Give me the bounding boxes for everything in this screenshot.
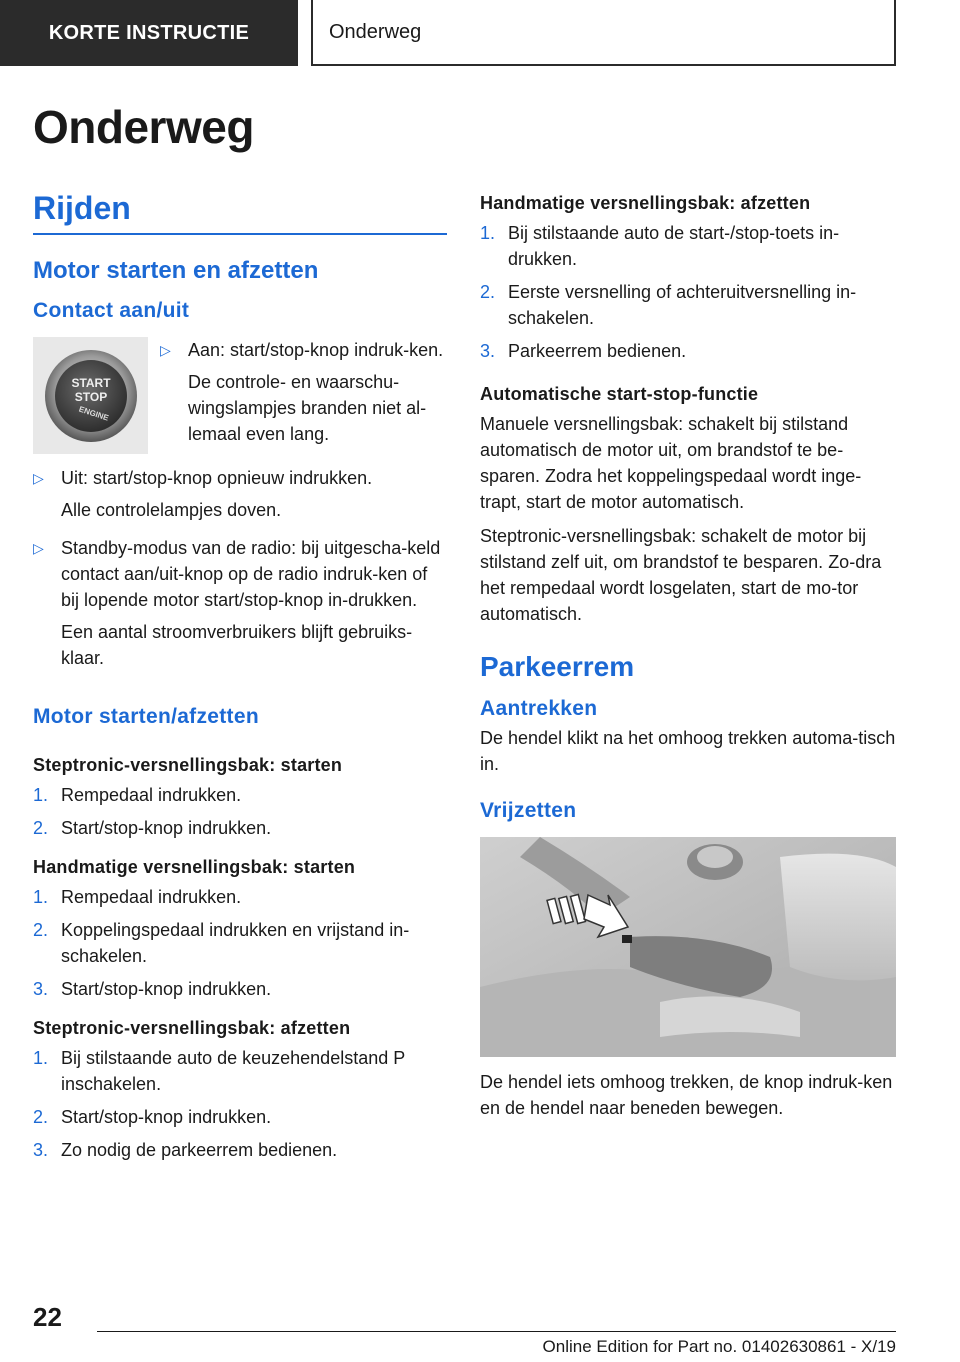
heading-contact: Contact aan/uit — [33, 299, 190, 322]
page-header — [0, 0, 960, 66]
page-number: 22 — [33, 1302, 62, 1332]
start-stop-button-image — [33, 337, 148, 454]
bullet-uit-note: Alle controlelampjes doven. — [61, 500, 282, 520]
bullet-uit-text: Uit: start/stop-knop opnieuw indrukken. — [61, 468, 373, 488]
heading-motor-starten: Motor starten/afzetten — [33, 705, 259, 728]
section-heading-rijden: Rijden — [33, 190, 447, 235]
edition-text: Online Edition for Part no. 01402630861 - X/19 — [542, 1337, 896, 1356]
footer-divider — [97, 1331, 896, 1332]
bullet-aan — [160, 337, 447, 453]
list-item: 2. Start/stop-knop indrukken. — [33, 1107, 272, 1127]
bullet-standby — [33, 535, 447, 677]
triangle-bullet-icon: ▷ — [33, 470, 44, 486]
heading-vrijzetten: Vrijzetten — [480, 799, 577, 822]
list-item: 1. Bij stilstaande auto de start-/stop-toets in-drukken. — [480, 223, 840, 269]
heading-auto-start-stop: Automatische start-stop-functie — [480, 384, 759, 404]
stop-label: STOP — [74, 389, 107, 404]
heading-steptronic-start: Steptronic-versnellingsbak: starten — [33, 755, 343, 775]
right-column — [480, 193, 896, 1129]
heading-manual-start: Handmatige versnellingsbak: starten — [33, 857, 356, 877]
list-item: 3. Zo nodig de parkeerrem bedienen. — [33, 1140, 338, 1160]
triangle-bullet-icon: ▷ — [160, 342, 171, 358]
bullet-standby-note: Een aantal stroomverbruikers blijft gebruiks-klaar. — [61, 622, 413, 668]
list-item: 2. Eerste versnelling of achteruitversnelling in-schakelen. — [480, 282, 857, 328]
list-item: 3. Parkeerrem bedienen. — [480, 341, 687, 361]
heading-parkeerrem: Parkeerrem — [480, 651, 635, 682]
list-item: 1. Rempedaal indrukken. — [33, 785, 242, 805]
list-item: 1. Rempedaal indrukken. — [33, 887, 242, 907]
bullet-aan-text: Aan: start/stop-knop indruk-ken. — [188, 340, 444, 360]
list-manual-start — [33, 884, 447, 1002]
section-tab: KORTE INSTRUCTIE — [0, 0, 298, 66]
list-item: 1. Bij stilstaande auto de keuzehendelstand P inschakelen. — [33, 1048, 405, 1094]
heading-steptronic-stop: Steptronic-versnellingsbak: afzetten — [33, 1018, 351, 1038]
heading-motor-starten-afzetten: Motor starten en afzetten — [33, 257, 319, 284]
bullet-standby-text: Standby-modus van de radio: bij uitgescha-keld contact aan/uit-knop op de radio indruk-ken of bij lopende motor start/stop-knop in-drukken. — [61, 538, 441, 610]
list-steptronic-stop — [33, 1045, 447, 1163]
chapter-tab: Onderweg — [311, 0, 896, 66]
bullet-aan-note: De controle- en waarschu-wingslampjes branden niet al-lemaal even lang. — [188, 372, 427, 444]
left-column — [33, 190, 447, 1179]
heading-aantrekken: Aantrekken — [480, 697, 598, 720]
list-item: 2. Koppelingspedaal indrukken en vrijstand in-schakelen. — [33, 920, 410, 966]
list-item: 3. Start/stop-knop indrukken. — [33, 979, 272, 999]
auto-paragraph-manual: Manuele versnellingsbak: schakelt bij stilstand automatisch de motor uit, om brandstof te be-sparen. Zodra het koppelingspedaal wordt inge-trapt, start de motor automatisch. — [480, 414, 862, 512]
list-manual-stop — [480, 220, 896, 364]
list-item: 2. Start/stop-knop indrukken. — [33, 818, 272, 838]
page-title: Onderweg — [33, 101, 254, 153]
engine-label: ENGINE — [77, 404, 110, 423]
aantrekken-text: De hendel klikt na het omhoog trekken automa-tisch in. — [480, 728, 896, 774]
triangle-bullet-icon: ▷ — [33, 540, 44, 556]
vrijzetten-text: De hendel iets omhoog trekken, de knop indruk-ken en de hendel naar beneden bewegen. — [480, 1072, 893, 1118]
contact-block — [33, 337, 447, 459]
auto-paragraph-steptronic: Steptronic-versnellingsbak: schakelt de motor bij stilstand zelf uit, om brandstof te besparen. Zo-dra het rempedaal wordt losgelaten, start de mo-tor automatisch. — [480, 526, 882, 624]
bullet-uit — [33, 465, 447, 529]
heading-manual-stop: Handmatige versnellingsbak: afzetten — [480, 193, 811, 213]
start-label: START — [70, 375, 111, 390]
parking-brake-image — [480, 837, 896, 1057]
list-steptronic-start — [33, 782, 447, 841]
